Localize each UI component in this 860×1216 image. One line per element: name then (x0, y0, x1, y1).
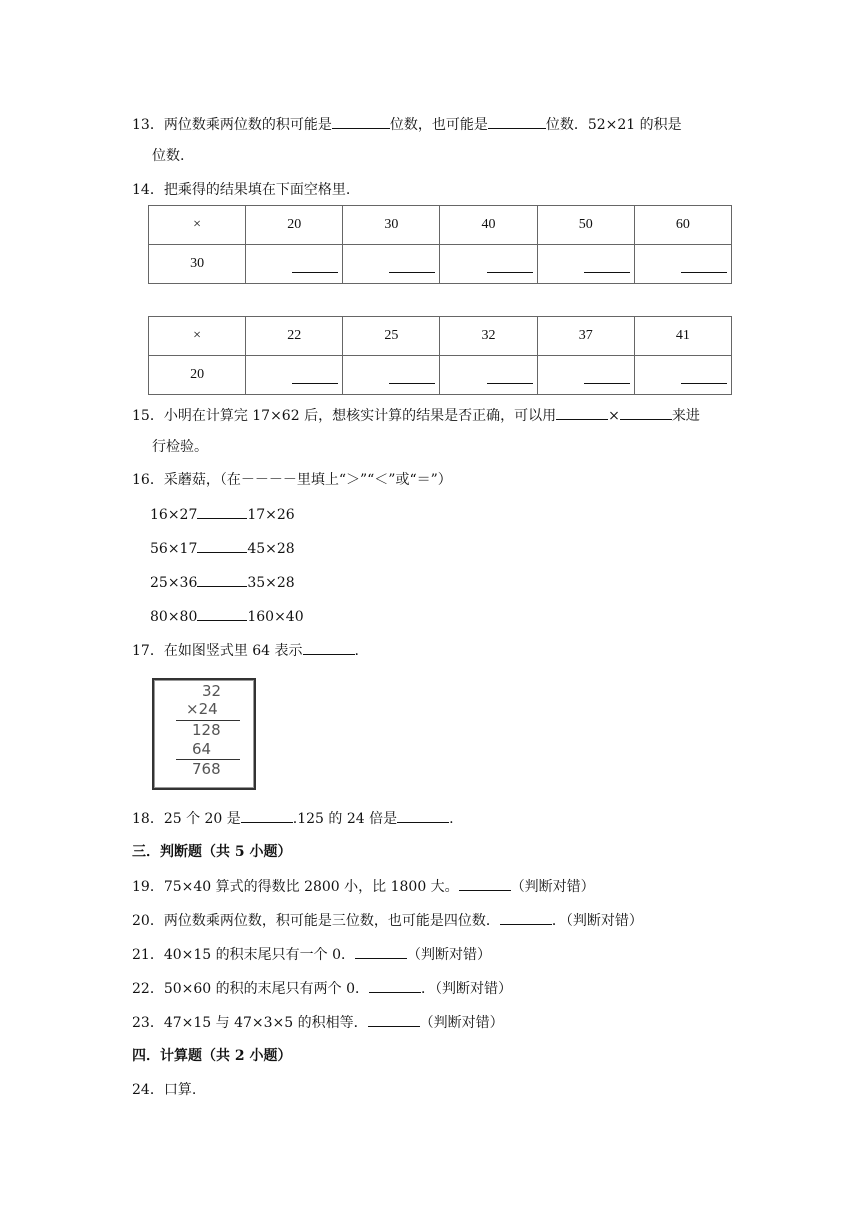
table-cell: 30 (149, 245, 246, 284)
compare-item: 80×80 160×40 (150, 606, 304, 627)
answer-cell[interactable] (634, 245, 731, 284)
answer-blank[interactable] (369, 978, 421, 993)
multiplication-table-2 (148, 316, 732, 395)
compare-item: 16×27 17×26 (150, 504, 295, 525)
table-cell: 20 (149, 356, 246, 395)
answer-blank[interactable] (488, 114, 546, 129)
question-14: 14．把乘得的结果填在下面空格里. (132, 182, 351, 198)
table-cell: 41 (634, 317, 731, 356)
table-cell: 50 (537, 206, 634, 245)
answer-blank[interactable] (197, 538, 247, 553)
answer-blank[interactable] (459, 876, 511, 891)
answer-blank[interactable] (368, 1012, 420, 1027)
answer-cell[interactable] (440, 245, 537, 284)
answer-blank[interactable] (500, 910, 552, 925)
answer-blank[interactable] (197, 606, 247, 621)
calc-row: 768 (192, 760, 221, 778)
answer-blank[interactable] (397, 808, 449, 823)
calc-row: 64 (192, 740, 212, 758)
table-cell: × (149, 206, 246, 245)
table-cell: 60 (634, 206, 731, 245)
question-23: 23．47×15 与 47×3×5 的积相等． （判断对错） (132, 1012, 504, 1033)
answer-blank[interactable] (556, 405, 608, 420)
question-19: 19．75×40 算式的得数比 2800 小，比 1800 大。 （判断对错） (132, 876, 595, 897)
table-row (149, 245, 732, 284)
table-row (149, 317, 732, 356)
multiplication-table-1 (148, 205, 732, 284)
table-cell: 37 (537, 317, 634, 356)
calc-row: 128 (192, 721, 221, 739)
table-cell: 32 (440, 317, 537, 356)
section-heading: 三．判断题（共 5 小题） (132, 844, 292, 860)
compare-item: 56×17 45×28 (150, 538, 295, 559)
question-15-line2: 行检验。 (152, 439, 208, 455)
table-row (149, 356, 732, 395)
question-22: 22．50×60 的积的末尾只有两个 0． ．（判断对错） (132, 978, 512, 999)
answer-cell[interactable] (634, 356, 731, 395)
question-21: 21．40×15 的积末尾只有一个 0． （判断对错） (132, 944, 491, 965)
question-20: 20．两位数乘两位数，积可能是三位数，也可能是四位数． ．（判断对错） (132, 910, 643, 931)
table-row (149, 206, 732, 245)
answer-blank[interactable] (303, 640, 355, 655)
table-cell: 25 (343, 317, 440, 356)
vertical-multiplication-figure (152, 678, 256, 790)
table-cell: × (149, 317, 246, 356)
question-24: 24．口算. (132, 1082, 197, 1098)
answer-cell[interactable] (537, 356, 634, 395)
answer-cell[interactable] (343, 356, 440, 395)
answer-cell[interactable] (537, 245, 634, 284)
table-cell: 22 (246, 317, 343, 356)
table-cell: 20 (246, 206, 343, 245)
answer-blank[interactable] (620, 405, 672, 420)
section-heading: 四．计算题（共 2 小题） (132, 1048, 292, 1064)
question-13-line1: 13．两位数乘两位数的积可能是 位数，也可能是 位数．52×21 的积是 (132, 114, 682, 135)
calc-row: ×24 (186, 700, 218, 718)
question-17: 17．在如图竖式里 64 表示 . (132, 640, 359, 661)
answer-cell[interactable] (343, 245, 440, 284)
question-15-line1: 15．小明在计算完 17×62 后，想核实计算的结果是否正确，可以用 × 来进 (132, 405, 700, 426)
question-18: 18．25 个 20 是 .125 的 24 倍是 . (132, 808, 454, 829)
answer-blank[interactable] (197, 572, 247, 587)
calc-row: 32 (202, 682, 222, 700)
table-cell: 30 (343, 206, 440, 245)
answer-blank[interactable] (197, 504, 247, 519)
answer-cell[interactable] (246, 356, 343, 395)
question-13-line2: 位数. (152, 148, 185, 164)
compare-item: 25×36 35×28 (150, 572, 295, 593)
answer-blank[interactable] (355, 944, 407, 959)
answer-cell[interactable] (440, 356, 537, 395)
answer-cell[interactable] (246, 245, 343, 284)
answer-blank[interactable] (332, 114, 390, 129)
question-16: 16．采蘑菇，（在－－－－里填上“＞”“＜”或“＝”） (132, 472, 452, 488)
table-cell: 40 (440, 206, 537, 245)
answer-blank[interactable] (241, 808, 293, 823)
